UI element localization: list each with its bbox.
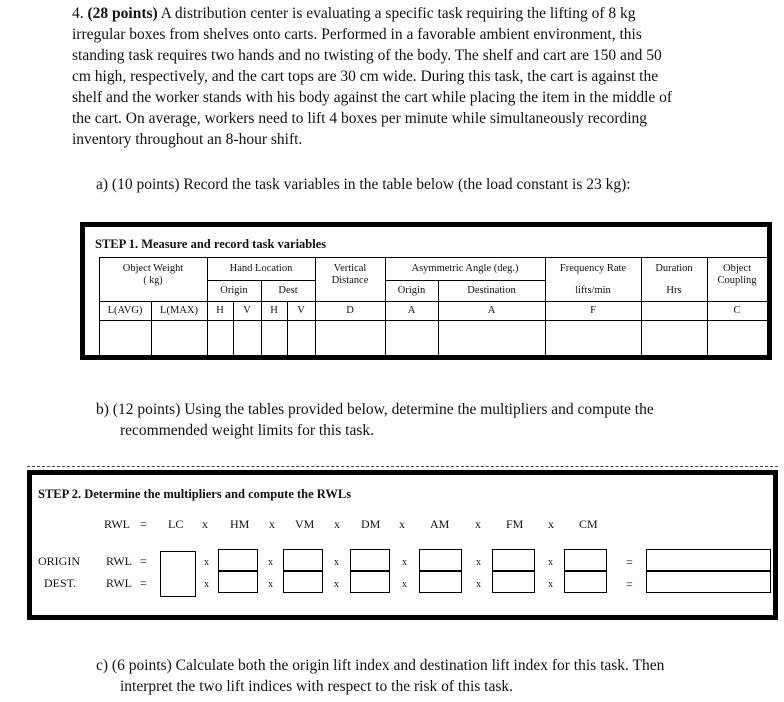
dest-label: DEST.	[44, 576, 77, 590]
formula-x1: x	[202, 517, 208, 531]
formula-lc: LC	[168, 517, 184, 531]
x-d-2: x	[268, 579, 273, 590]
x-d-3: x	[334, 579, 339, 590]
vm-origin-box[interactable]	[283, 549, 323, 571]
step2-title: STEP 2. Determine the multipliers and compute the RWLs	[38, 487, 352, 501]
x-d-6: x	[548, 579, 553, 590]
problem-statement	[72, 3, 712, 150]
v-origin-label: V	[243, 305, 251, 316]
step1-header-top-line	[99, 257, 767, 258]
problem-line-7: inventory throughout an 8-hour shift.	[72, 131, 303, 148]
coupling-label: Coupling	[717, 275, 757, 286]
c-label: C	[733, 305, 741, 316]
dest-rwl: RWL	[106, 576, 132, 590]
x-o-6: x	[548, 557, 553, 568]
origin-rwl: RWL	[106, 554, 132, 568]
asym-sub-line	[385, 280, 545, 281]
hand-origin-label: Origin	[220, 285, 248, 296]
v-dest-label: V	[297, 305, 305, 316]
h-origin-label: H	[216, 305, 224, 316]
formula-vm: VM	[295, 517, 315, 531]
formula-x6: x	[548, 517, 554, 531]
formula-dm: DM	[361, 517, 381, 531]
lc-bracket-left	[160, 551, 166, 597]
cm-origin-box[interactable]	[564, 549, 607, 571]
step1-var-line	[99, 301, 767, 302]
formula-x3: x	[334, 517, 340, 531]
problem-line-6: the cart. On average, workers need to lift 4 boxes per minute while simultaneously recording	[72, 110, 648, 127]
formula-eq: =	[140, 517, 147, 531]
dm-dest-box[interactable]	[350, 571, 390, 593]
fm-dest-box[interactable]	[492, 571, 535, 593]
hrs-label: Hrs	[666, 285, 682, 296]
a-origin-label: A	[407, 305, 416, 316]
rwl-origin-box[interactable]	[646, 549, 771, 571]
problem-line-2: irregular boxes from shelves onto carts. Performed in a favorable ambient environment, this	[72, 26, 642, 43]
problem-line-3: standing task requires two hands and no twisting of the body. The shelf and cart are 150 and 50	[72, 47, 662, 64]
formula-x2: x	[269, 517, 275, 531]
formula-x4: x	[399, 517, 405, 531]
x-o-3: x	[334, 557, 339, 568]
object-weight-label: Object Weight	[122, 263, 184, 274]
vm-dest-box[interactable]	[283, 571, 323, 593]
part-c-line-2: interpret the two lift indices with respect to the risk of this task.	[120, 678, 514, 695]
kg-label: ( kg)	[143, 275, 163, 286]
x-o-1: x	[204, 557, 209, 568]
part-c-line-1: c) (6 points) Calculate both the origin lift index and destination lift index for this task. Then	[96, 657, 665, 674]
asym-label: Asymmetric Angle (deg.)	[411, 263, 519, 274]
d-label: D	[346, 305, 354, 316]
equals-dest: =	[626, 577, 633, 591]
h-dest-label: H	[270, 305, 278, 316]
hand-dest-label: Dest	[278, 285, 298, 296]
step2-dashed-border	[27, 466, 778, 467]
dm-origin-box[interactable]	[350, 549, 390, 571]
part-b-line-2: recommended weight limits for this task.	[120, 422, 374, 439]
formula-hm: HM	[230, 517, 250, 531]
equals-origin: =	[626, 555, 633, 569]
formula-fm: FM	[506, 517, 524, 531]
step1-input-top-line	[99, 320, 767, 321]
problem-line-1: 4. (28 points) A distribution center is evaluating a specific task requiring the lifting of 8 kg	[72, 5, 636, 22]
duration-label: Duration	[655, 263, 693, 274]
a-dest-label: A	[487, 305, 496, 316]
dest-eq: =	[140, 576, 147, 590]
x-d-4: x	[402, 579, 407, 590]
x-o-4: x	[402, 557, 407, 568]
origin-label: ORIGIN	[38, 554, 80, 568]
lavg-label: L(AVG)	[107, 305, 143, 316]
asym-origin-label: Origin	[397, 285, 426, 296]
formula-x5: x	[475, 517, 481, 531]
problem-line-5: shelf and the worker stands with his body against the cart while placing the item in the middle of	[72, 89, 673, 106]
step2-table	[27, 470, 778, 620]
object-label: Object	[723, 263, 751, 274]
distance-label: Distance	[331, 275, 369, 286]
cm-dest-box[interactable]	[564, 571, 607, 593]
origin-eq: =	[140, 554, 147, 568]
x-d-5: x	[476, 579, 481, 590]
hand-location-label: Hand Location	[229, 263, 293, 274]
rwl-dest-box[interactable]	[646, 571, 771, 593]
am-dest-box[interactable]	[419, 571, 462, 593]
hm-origin-box[interactable]	[218, 549, 258, 571]
lmax-label: L(MAX)	[160, 305, 198, 316]
x-o-2: x	[268, 557, 273, 568]
x-o-5: x	[476, 557, 481, 568]
part-a-text: a) (10 points) Record the task variables in the table below (the load constant is 23 kg):	[96, 176, 631, 193]
asym-dest-label: Destination	[467, 285, 516, 296]
step1-title: STEP 1. Measure and record task variables	[95, 237, 327, 251]
formula-cm: CM	[579, 517, 598, 531]
am-origin-box[interactable]	[419, 549, 462, 571]
formula-am: AM	[430, 517, 450, 531]
x-d-1: x	[204, 579, 209, 590]
lc-bracket-right	[190, 551, 196, 597]
vertical-label: Vertical	[333, 263, 367, 274]
frequency-label: Frequency Rate	[559, 263, 627, 274]
vline-end	[767, 257, 768, 357]
f-label: F	[590, 305, 596, 316]
lifts-label: lifts/min	[575, 285, 611, 296]
fm-origin-box[interactable]	[492, 549, 535, 571]
problem-line-4: cm high, respectively, and the cart tops are 30 cm wide. During this task, the cart is against the	[72, 68, 659, 85]
hm-dest-box[interactable]	[218, 571, 258, 593]
part-b-line-1: b) (12 points) Using the tables provided below, determine the multipliers and compute the	[96, 401, 654, 418]
step1-table	[80, 222, 772, 360]
formula-rwl: RWL	[104, 517, 130, 531]
